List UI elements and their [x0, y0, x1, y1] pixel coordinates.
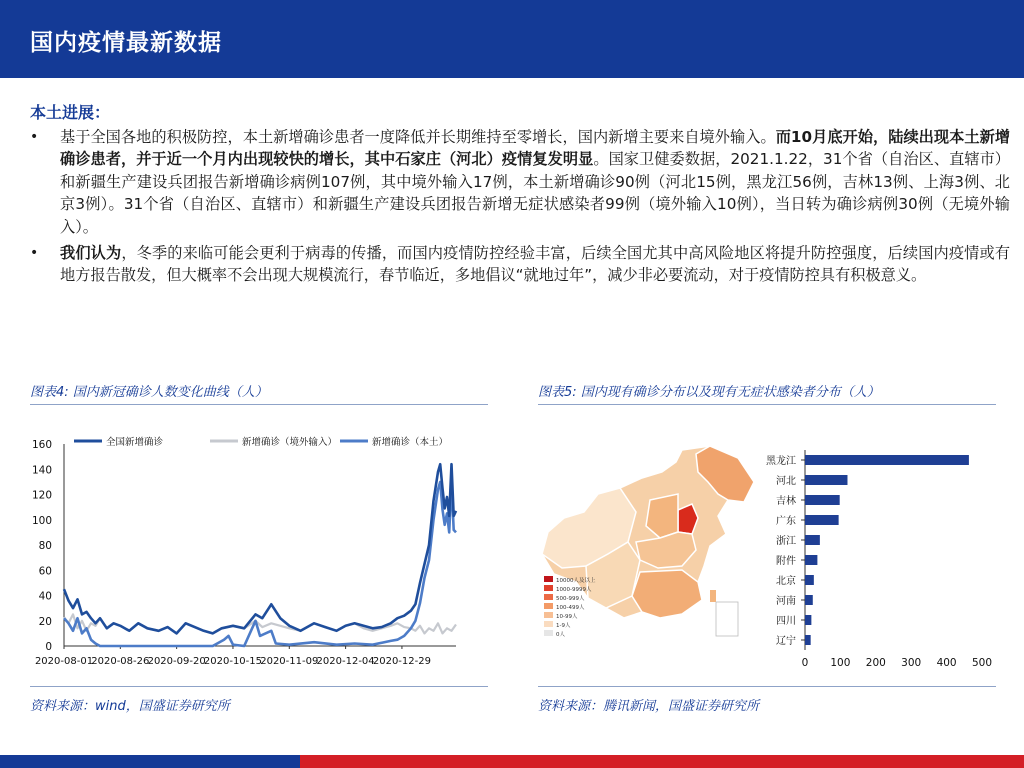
x-tick-label: 200: [865, 657, 886, 669]
x-tick-label: 2020-08-26: [91, 656, 150, 667]
bar: [805, 475, 847, 485]
category-label: 河南: [776, 596, 796, 607]
bar: [805, 635, 811, 645]
china-map: [532, 442, 764, 652]
bar: [805, 595, 813, 605]
x-tick-label: 300: [901, 657, 922, 669]
bar: [805, 555, 817, 565]
bullet-text: 基于全国各地的积极防控，本土新增确诊患者一度降低并长期维持至零增长，国内新增主要来自境外输入。: [60, 128, 776, 146]
bar: [805, 515, 839, 525]
divider: [30, 686, 488, 687]
category-label: 浙江: [776, 536, 796, 547]
divider: [538, 404, 996, 405]
map-island-taiwan: [710, 590, 716, 602]
legend-label: 全国新增确诊: [106, 437, 164, 448]
bullet-bold-text: 我们认为: [60, 244, 122, 263]
bullet-item: [30, 242, 1010, 287]
map-legend-label: 10-99人: [556, 614, 578, 620]
x-tick-label: 2020-12-04: [316, 656, 375, 667]
line-chart-series: [64, 464, 456, 646]
series-line: [64, 464, 456, 633]
bar: [805, 615, 811, 625]
bar: [805, 455, 969, 465]
map-legend-swatch: [544, 630, 553, 636]
figure-4-source: 资料来源：wind，国盛证券研究所: [30, 699, 230, 714]
bar: [805, 495, 840, 505]
bar: [805, 575, 814, 585]
x-tick-label: 2020-09-20: [147, 656, 206, 667]
bullet-dot-icon: •: [30, 129, 39, 145]
map-legend-label: 0人: [556, 632, 565, 638]
map-inset-south-sea: [716, 602, 738, 636]
bar-chart-axes: [766, 450, 992, 669]
category-label: 四川: [776, 616, 796, 627]
category-label: 黑龙江: [766, 456, 796, 467]
x-tick-label: 2020-12-29: [372, 656, 431, 667]
header-bar: [0, 0, 1024, 78]
x-tick-label: 500: [971, 657, 993, 669]
line-chart-axes: [32, 439, 456, 667]
bullet-list: [30, 126, 1010, 291]
x-tick-label: 100: [830, 657, 851, 669]
x-tick-label: 2020-10-15: [203, 656, 263, 667]
page-title: 国内疫情最新数据: [30, 30, 222, 56]
divider: [30, 404, 488, 405]
map-legend-swatch: [544, 585, 553, 591]
map-legend-swatch: [544, 576, 553, 582]
map-legend-label: 1-9人: [556, 623, 571, 629]
section-label: 本土进展：: [30, 103, 111, 122]
y-tick-label: 160: [31, 439, 52, 451]
map-legend-label: 100-499人: [556, 605, 585, 611]
y-tick-label: 60: [38, 565, 52, 578]
map-legend-swatch: [544, 594, 553, 600]
category-label: 附件: [776, 556, 796, 567]
category-label: 广东: [776, 516, 796, 527]
bar: [805, 535, 820, 545]
figure-5-title: 图表5: 国内现有确诊分布以及现有无症状感染者分布（人）: [538, 385, 880, 400]
bar-chart: [760, 444, 1000, 674]
figure-4-title: 图表4: 国内新冠确诊人数变化曲线（人）: [30, 385, 268, 400]
line-chart-legend: [74, 436, 448, 448]
divider: [538, 686, 996, 687]
y-tick-label: 100: [31, 514, 52, 527]
footer-bar: [0, 755, 1024, 768]
footer-bar-blue: [0, 755, 300, 768]
legend-label: 新增确诊（本土）: [372, 437, 449, 448]
bullet-item: [30, 126, 1010, 238]
category-label: 北京: [776, 576, 796, 587]
y-tick-label: 20: [38, 615, 52, 628]
y-tick-label: 120: [31, 489, 52, 502]
map-legend-label: 500-999人: [556, 596, 585, 602]
legend-label: 新增确诊（境外输入）: [242, 437, 338, 448]
category-label: 河北: [776, 476, 796, 487]
map-legend-label: 1000-9999人: [556, 587, 592, 593]
y-tick-label: 140: [31, 464, 52, 477]
line-chart: [28, 432, 488, 672]
bar-chart-bars: [805, 455, 969, 645]
x-tick-label: 0: [801, 657, 809, 669]
series-line: [64, 482, 456, 646]
y-tick-label: 0: [45, 641, 52, 653]
map-legend-label: 10000人及以上: [556, 578, 596, 584]
figure-5-source: 资料来源：腾讯新闻，国盛证券研究所: [538, 699, 760, 714]
category-label: 吉林: [776, 496, 796, 507]
y-tick-label: 40: [38, 590, 52, 603]
bullet-text: ，冬季的来临可能会更利于病毒的传播，而国内疫情防控经验丰富，后续全国尤其中高风险地区将提升防控强度，后续国内疫情或有地方报告散发，但大概率不会出现大规模流行，春节临近，多地倡议“就地过年”，减少非必要流动，对于疫情防控具有积极意义。: [60, 244, 1011, 285]
category-label: 辽宁: [776, 636, 796, 647]
bullet-text: 。国家卫健委数据，2021.1.22，31个省（自治区、直辖市）和新疆生产建设兵团报告新增确诊病例107例，其中境外输入17例，本土新增确诊90例（河北15例，黑龙江56例，吉林13例、上海3例、北京3例）。31个省（自治区、直辖市）和新疆生产建设兵团报告新增无症状感染者99例（境外输入10例），当日转为确诊病例30例（无境外输入）。: [60, 150, 1010, 236]
map-region-south: [632, 570, 702, 618]
bullet-dot-icon: •: [30, 245, 39, 262]
footer-bar-red: [300, 755, 1024, 768]
map-legend-swatch: [544, 603, 553, 609]
x-tick-label: 2020-08-01: [34, 656, 94, 667]
bullet-bold-text: 而10月底开始，陆续出现本土新增确诊患者，并于近一个月内出现较快的增长，其中石家庄（河北）疫情复发明显: [60, 128, 1011, 169]
y-tick-label: 80: [38, 540, 52, 552]
map-legend-swatch: [544, 612, 553, 618]
map-legend-swatch: [544, 621, 553, 627]
x-tick-label: 400: [936, 657, 957, 669]
x-tick-label: 2020-11-09: [260, 656, 319, 667]
